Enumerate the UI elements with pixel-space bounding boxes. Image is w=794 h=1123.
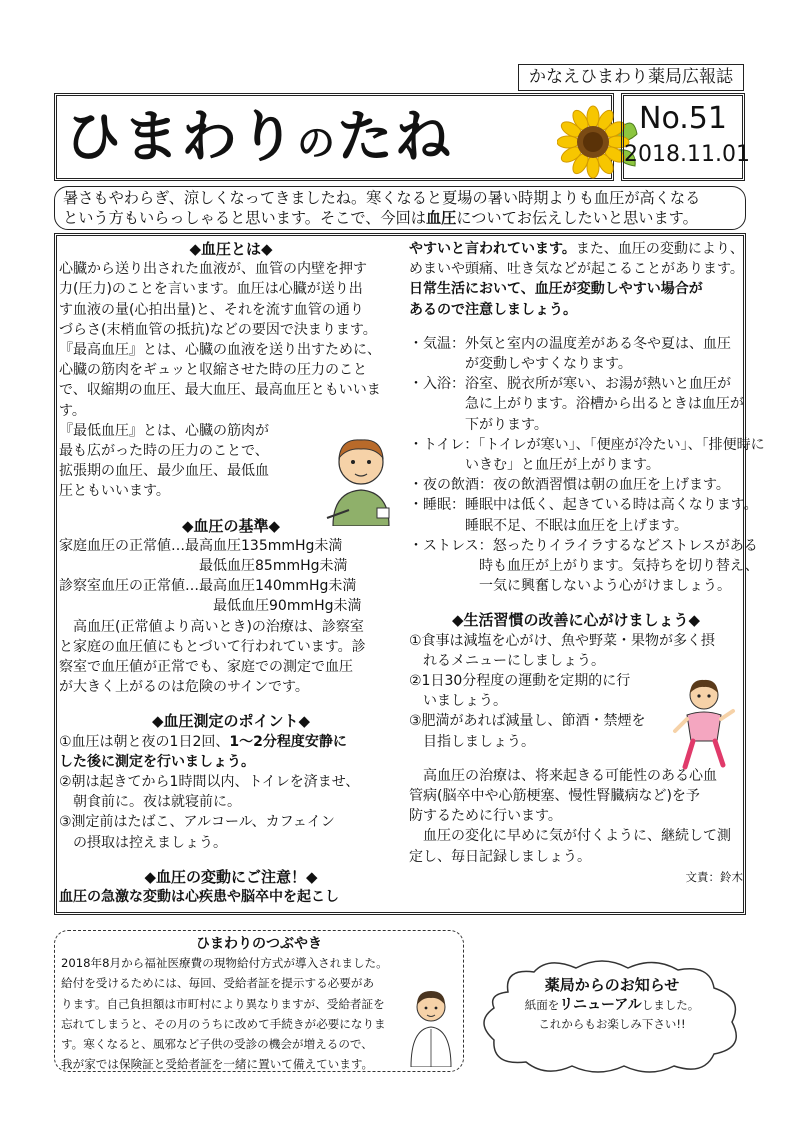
issue-date: 2018.11.01 [624,142,750,167]
intro-text: についてお伝えしたいと思います。 [456,209,698,227]
text-line: 察室で血圧値が正常でも、家庭での測定で血圧 [59,659,353,676]
text-line: 急に上がります。浴槽から出るときは血圧が [409,396,744,413]
tsubuyaki-box [54,930,464,1072]
notice-cloud [478,958,746,1076]
text-line: ります。自己負担額は市町村により異なりますが、受給者証を [61,996,385,1011]
text-line: ③肥満があれば減量し、節酒・禁煙を [409,713,646,730]
text-line: 忘れてしまうと、その月のうちに改めて手続きが必要になりま [61,1016,386,1031]
text-line: 2018年8月から福祉医療費の現物給付方式が導入されました。 [61,956,388,970]
intro-bold: 血圧 [425,209,457,227]
text-line: 『最低血圧』とは、心臓の筋肉が [59,422,269,439]
main-article-box [54,233,765,915]
text-line: 最も広がった時の圧力のことで、 [59,443,269,460]
publisher-label: かなえひまわり薬局広報誌 [518,64,744,91]
text-line: した後に測定を行いましょう。 [59,753,255,770]
intro-line: 暑さもやわらぎ、涼しくなってきましたね。寒くなると夏場の暑い時期よりも血圧が高くなる [63,189,701,207]
text-line: ①食事は減塩を心がけ、魚や野菜・果物が多く摂 [409,632,715,649]
notice-text: しました。 [641,998,700,1012]
text-line: づらさ(末梢血管の抵抗)などの要因で決まります。 [59,321,377,338]
text-line: 我が家では保険証と受給者証を一緒に置いて備えています。 [61,1057,374,1072]
text-line: 心臓の筋肉をギュッと収縮させた時の圧力のこと [59,362,367,379]
text-line: す。寒くなると、風邪など子供の受診の機会が増えるので、 [61,1037,373,1052]
text-line: 定し、毎日記録しましょう。 [409,848,591,865]
text-line: 防するために行います。 [409,808,562,825]
text-line: ・ストレス：怒ったりイライラするなどストレスがある [409,537,758,554]
text-line: ・入浴：浴室、脱衣所が寒い、お湯が熱いと血圧が [409,376,731,393]
text-line: す。 [59,402,86,419]
text-line: が大きく上がるのは危険のサインです。 [59,679,309,696]
tsubuyaki-heading: ひまわりのつぶやき [196,936,322,952]
text-line: 一気に興奮しないよう心がけましょう。 [409,578,731,595]
text-line [409,239,743,259]
pharmacist-icon [405,985,457,1067]
text-line: ②朝は起きてから1時間以内、トイレを済ませ、 [59,774,360,791]
text-line: あるので注意しましょう。 [409,301,577,318]
text-line: 日常生活において、血圧が変動しやすい場合が [409,281,703,298]
notice-line [478,996,746,1015]
text-line: 最低血圧90mmHg未満 [59,598,362,615]
text-line: ・夜の飲酒：夜の飲酒習慣は朝の血圧を上げます。 [409,477,730,494]
text-line: 心臓から送り出された血液が、血管の内壁を押す [59,261,367,278]
notice-title: 薬局からのお知らせ [544,976,680,994]
title-part-himawari: ひまわり [65,105,297,170]
text-line: 家庭血圧の正常値…最高血圧135mmHg未満 [59,537,343,554]
text-line: いましょう。 [409,693,507,710]
issue-box [621,93,750,181]
text-line: 『最高血圧』とは、心臓の血液を送り出すために、 [59,342,381,359]
text-line: ・睡眠：睡眠中は低く、起きている時は高くなります。 [409,497,758,514]
boy-illustration-icon [319,432,403,526]
text-line: 血圧の急激な変動は心疾患や脳卒中を起こし [59,889,339,906]
right-column [409,239,765,887]
intro-text: という方もいらっしゃると思います。そこで、今回は [63,209,426,227]
text-line: ・気温：外気と室内の温度差がある冬や夏は、血圧 [409,335,731,352]
notice-text: 紙面を [524,998,560,1012]
measure-bold: 1～2分程度安静に [229,733,347,750]
text-line: 最低血圧85mmHg未満 [59,558,348,575]
variation-bold: やすいと言われています。 [409,241,576,257]
text-line: 拡張期の血圧、最少血圧、最低血 [59,463,269,480]
text-line: 血圧の変化に早めに気が付くように、継続して測 [409,828,731,845]
text-line: の摂取は控えましょう。 [59,834,227,851]
section-heading-what-is: ◆血圧とは◆ [189,240,273,258]
text-line: 管病(脳卒中や心筋梗塞、慢性腎臓病など)を予 [409,788,700,805]
author-credit: 文責：鈴木 [685,869,743,884]
text-line: めまいや頭痛、吐き気などが起こることがあります。 [409,261,744,278]
text-line: 圧ともいいます。 [59,483,170,500]
text-line: と家庭の血圧値にもとづいて行われています。診 [59,638,366,655]
section-heading-lifestyle: ◆生活習慣の改善に心がけましょう◆ [451,611,701,630]
text-line: で、収縮期の血圧、最大血圧、最高血圧ともいいま [59,382,381,399]
text-line: いきむ」と血圧が上がります。 [409,457,660,474]
girl-running-icon [671,675,737,775]
text-line: 睡眠不足、不眠は血圧を上げます。 [409,517,688,534]
text-line: 下がります。 [409,416,548,433]
notice-content [478,974,746,1034]
title-part-no: の [297,121,338,165]
intro-line [63,208,737,228]
text-line: 目指しましょう。 [409,733,535,750]
issue-number: No.51 [639,101,727,136]
text-line: 診察室血圧の正常値…最高血圧140mmHg未満 [59,578,357,595]
section-heading-measure: ◆血圧測定のポイント◆ [151,712,311,731]
notice-bold: リニューアル [559,997,642,1013]
text-line: 力(圧力)のことを言います。血圧は心臓が送り出 [59,281,363,298]
text-line: れるメニューにしましょう。 [409,652,605,669]
measure-text: ①血圧は朝と夜の1日2回、 [59,733,230,750]
notice-line: これからもお楽しみ下さい!! [538,1017,686,1031]
title-box [54,93,614,181]
text-line: ③測定前はたばこ、アルコール、カフェイン [59,814,335,831]
left-column [59,239,403,907]
text-line: が変動しやすくなります。 [409,356,632,373]
text-line: 高血圧の治療は、将来起きる可能性のある心血 [409,767,717,784]
title-part-tane: たね [337,105,454,170]
newsletter-title [65,102,453,179]
text-line: 時も血圧が上がります。気持ちを切り替え、 [409,558,759,575]
text-line: ・トイレ：「トイレが寒い」、「便座が冷たい」、「排便時に [409,436,765,453]
text-line: 朝食前に。夜は就寝前に。 [59,794,241,811]
text-line: ②1日30分程度の運動を定期的に行 [409,673,631,690]
section-heading-standard: ◆血圧の基準◆ [181,516,281,535]
section-heading-variation: ◆血圧の変動にご注意！◆ [144,867,318,886]
variation-text: また、血圧の変動により、 [575,241,744,257]
text-line: 給付を受けるためには、毎回、受給者証を提示する必要があ [61,976,375,991]
text-line: 高血圧(正常値より高いとき)の治療は、診察室 [59,618,364,635]
intro-box [54,186,746,230]
text-line: す血液の量(心拍出量)と、それを流す血管の通り [59,301,364,318]
text-line [59,732,403,752]
